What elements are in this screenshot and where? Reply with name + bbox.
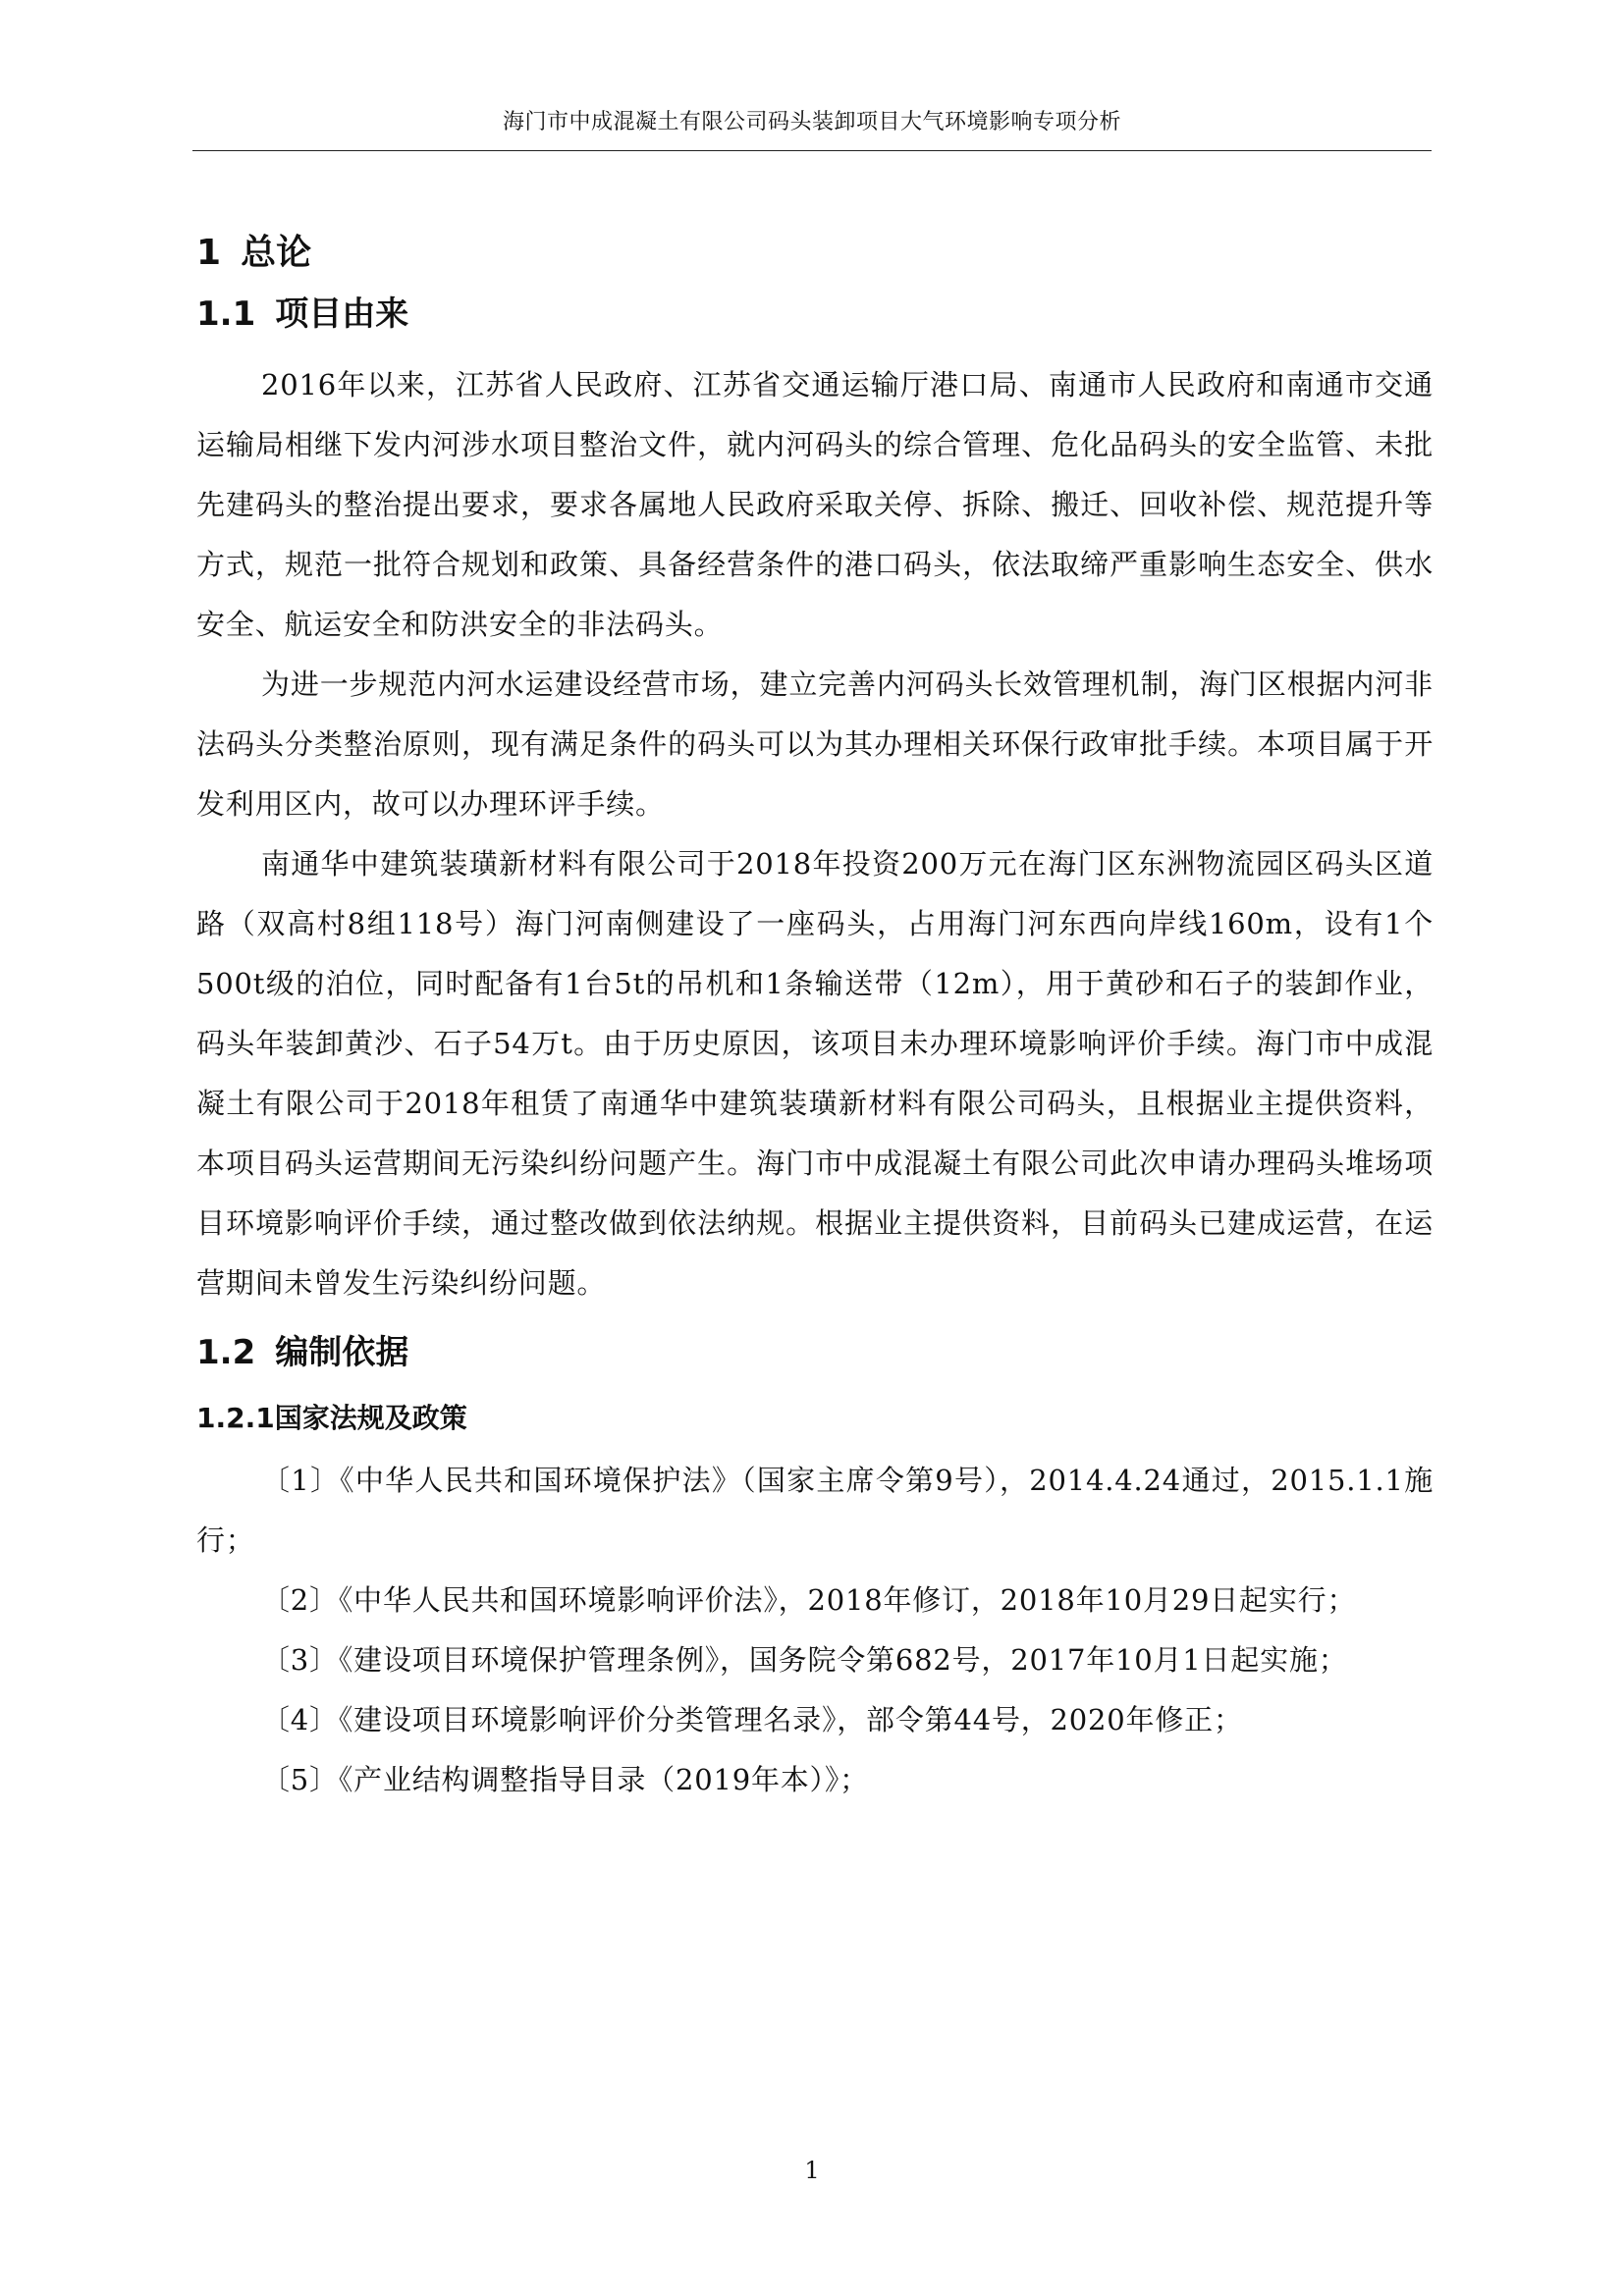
paragraph: 为进一步规范内河水运建设经营市场，建立完善内河码头长效管理机制，海门区根据内河非法码头分类整治原则，现有满足条件的码头可以为其办理相关环保行政审批手续。本项目属于开发利用区内，故可以办理环评手续。 [196, 667, 1434, 821]
reference-item: 〔5〕《产业结构调整指导目录（2019年本）》； [261, 1763, 869, 1796]
chapter-number: 1 [196, 233, 222, 273]
page-number: 1 [804, 2157, 820, 2184]
running-header: 海门市中成混凝土有限公司码头装卸项目大气环境影响专项分析 [502, 110, 1121, 134]
section-title: 编制依据 [275, 1333, 409, 1372]
paragraph: 2016年以来，江苏省人民政府、江苏省交通运输厅港口局、南通市人民政府和南通市交通运输局相继下发内河涉水项目整治文件，就内河码头的综合管理、危化品码头的安全监管、未批先建码头的整治提出要求，要求各属地人民政府采取关停、拆除、搬迁、回收补偿、规范提升等方式，规范一批符合规划和政策、具备经营条件的港口码头，依法取缔严重影响生态安全、供水安全、航运安全和防洪安全的非法码头。 [196, 368, 1434, 641]
subsection-title: 国家法规及政策 [274, 1402, 467, 1434]
subsection-heading [196, 1394, 1434, 1443]
reference-item: 〔1〕《中华人民共和国环境保护法》（国家主席令第9号），2014.4.24通过，2015.1.1施行； [196, 1464, 1434, 1557]
chapter-title: 总论 [241, 233, 312, 273]
section-heading-basis [196, 1323, 1434, 1382]
section-number: 1.1 [196, 294, 256, 334]
reference-item: 〔2〕《中华人民共和国环境影响评价法》，2018年修订，2018年10月29日起实行； [261, 1583, 1357, 1617]
subsection-number: 1.2.1 [196, 1402, 275, 1434]
section-heading-project-origin [196, 285, 1434, 344]
reference-item: 〔3〕《建设项目环境保护管理条例》，国务院令第682号，2017年10月1日起实施； [261, 1643, 1348, 1677]
section-number: 1.2 [196, 1333, 256, 1372]
chapter-heading [196, 222, 1434, 285]
section-title: 项目由来 [275, 294, 409, 334]
paragraph: 南通华中建筑装璜新材料有限公司于2018年投资200万元在海门区东洲物流园区码头区道路（双高村8组118号）海门河南侧建设了一座码头，占用海门河东西向岸线160m，设有1个500t级的泊位，同时配备有1台5t的吊机和1条输送带（12m），用于黄砂和石子的装卸作业，码头年装卸黄沙、石子54万t。由于历史原因，该项目未办理环境影响评价手续。海门市中成混凝土有限公司于2018年租赁了南通华中建筑装璜新材料有限公司码头，且根据业主提供资料，本项目码头运营期间无污染纠纷问题产生。海门市中成混凝土有限公司此次申请办理码头堆场项目环境影响评价手续，通过整改做到依法纳规。根据业主提供资料，目前码头已建成运营，在运营期间未曾发生污染纠纷问题。 [196, 847, 1434, 1300]
header-rule [192, 150, 1432, 151]
page-content [196, 222, 1434, 1810]
reference-item: 〔4〕《建设项目环境影响评价分类管理名录》，部令第44号，2020年修正； [261, 1703, 1243, 1736]
